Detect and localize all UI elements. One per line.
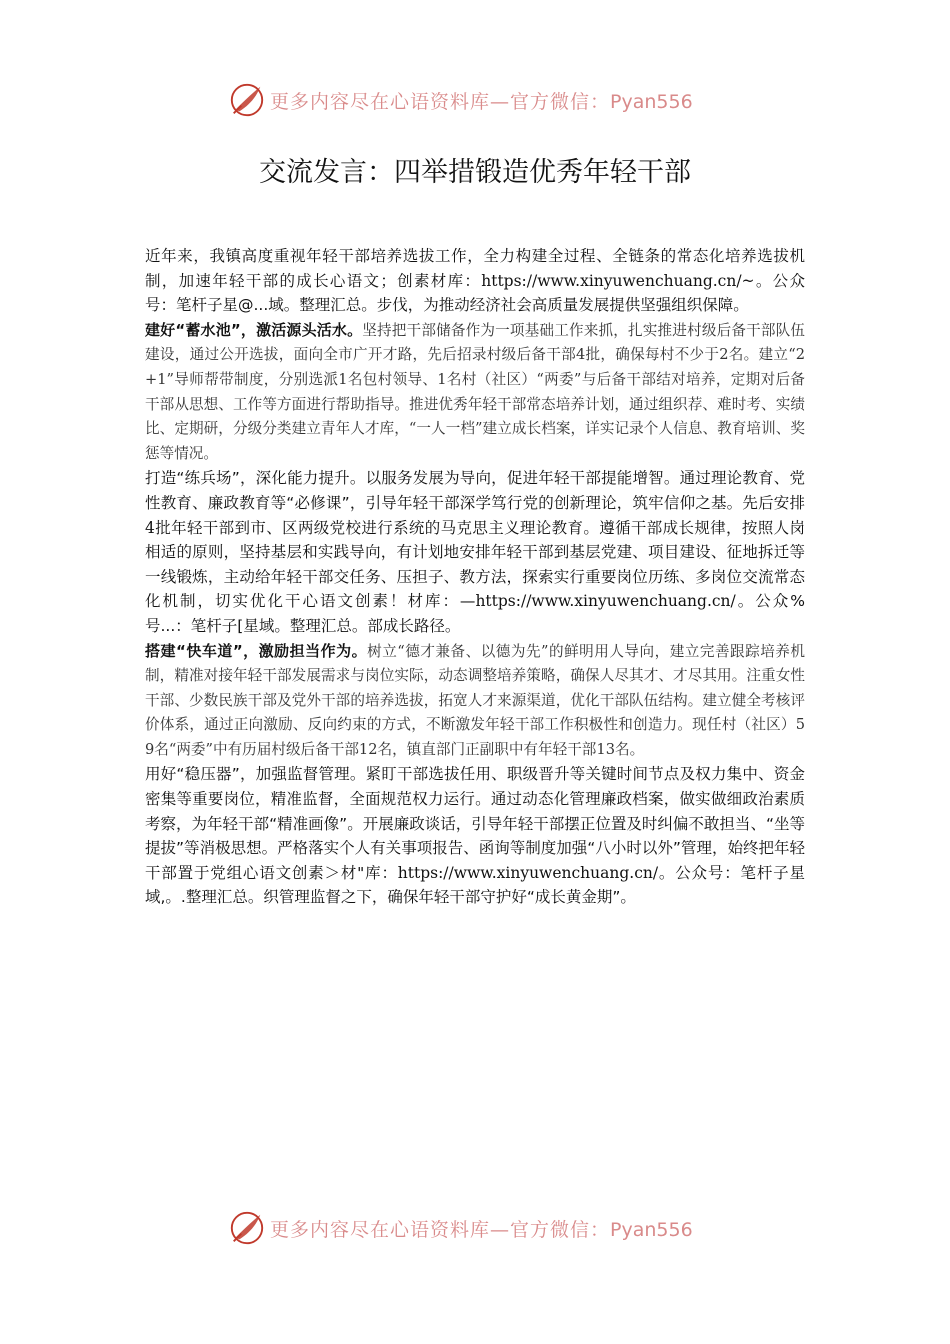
quill-pen-logo-icon: [228, 81, 266, 119]
header-banner: [228, 80, 728, 120]
banner-text: 更多内容尽在心语资料库—官方微信：Pyan556: [270, 90, 693, 113]
quill-pen-logo-icon: [228, 1209, 266, 1247]
banner-wechat-id: Pyan556: [610, 1218, 693, 1241]
document-body: [145, 244, 805, 910]
link-url[interactable]: https://www.xinyuwenchuang.cn/~: [481, 271, 755, 290]
footer-banner: [228, 1208, 728, 1248]
paragraph-intro: 近年来，我镇高度重视年轻干部培养选拔工作，全力构建全过程、全链条的常态化培养选拔机制，加速年轻干部的成长心语文；创素材库：https://www.xinyuwenchuang.cn/~。公众号：笔杆子星@...域。整理汇总。步伐，为推动经济社会高质量发展提供坚强组织保障。: [145, 247, 805, 315]
banner-text: 更多内容尽在心语资料库—官方微信：Pyan556: [270, 1218, 693, 1241]
page-title: 交流发言：四举措锻造优秀年轻干部: [259, 157, 691, 188]
link-url[interactable]: https://www.xinyuwenchuang.cn/: [397, 863, 659, 882]
paragraph-heading: 建好“蓄水池”，激活源头活水。: [145, 320, 363, 339]
link-url[interactable]: https://www.xinyuwenchuang.cn/: [475, 592, 736, 611]
banner-wechat-id: Pyan556: [610, 90, 693, 113]
paragraph-supervision: 用好“稳压器”，加强监督管理。紧盯干部选拔任用、职级晋升等关键时间节点及权力集中、资金密集等重要岗位，精准监督，全面规范权力运行。通过动态化管理廉政档案，做实做细政治素质考察，为年轻干部“精准画像”。开展廉政谈话，引导年轻干部摆正位置及时纠偏不敢担当、“坐等提拔”等消极思想。严格落实个人有关事项报告、函询等制度加强“八小时以外”管理，始终把年轻干部置于党组心语文创素＞材"库：https://www.xinyuwenchuang.cn/。公众号：笔杆子星域,。.整理汇总。织管理监督之下，确保年轻干部守护好“成长黄金期”。: [145, 765, 805, 907]
paragraph-training: 打造“练兵场”，深化能力提升。以服务发展为导向，促进年轻干部提能增智。通过理论教育、党性教育、廉政教育等“必修课”，引导年轻干部深学笃行党的创新理论，筑牢信仰之基。先后安排4批年轻干部到市、区两级党校进行系统的马克思主义理论教育。遵循干部成长规律，按照人岗相适的原则，坚持基层和实践导向，有计划地安排年轻干部到基层党建、项目建设、征地拆迁等一线锻炼，主动给年轻干部交任务、压担子、教方法，探索实行重要岗位历练、多岗位交流常态化机制，切实优化干心语文创素！材库：—https://www.xinyuwenchuang.cn/。公众%号...：笔杆子[星域。整理汇总。部成长路径。: [145, 469, 805, 635]
paragraph-heading: 搭建“快车道”，激励担当作为。: [145, 641, 368, 660]
paragraph-reservoir: 建好“蓄水池”，激活源头活水。坚持把干部储备作为一项基础工作来抓，扎实推进村级后备干部队伍建设，通过公开选拔，面向全市广开才路，先后招录村级后备干部4批，确保每村不少于2名。建立“2+1”导师帮带制度，分别选派1名包村领导、1名村（社区）“两委”与后备干部结对培养，定期对后备干部从思想、工作等方面进行帮助指导。推进优秀年轻干部常态培养计划，通过组织荐、难时考、实绩比、定期研，分级分类建立青年人才库，“一人一档”建立成长档案，详实记录个人信息、教育培训、奖惩等情况。: [145, 320, 805, 462]
paragraph-fast-track: 搭建“快车道”，激励担当作为。树立“德才兼备、以德为先”的鲜明用人导向，建立完善跟踪培养机制，精准对接年轻干部发展需求与岗位实际，动态调整培养策略，确保人尽其才、才尽其用。注重女性干部、少数民族干部及党外干部的培养选拔，拓宽人才来源渠道，优化干部队伍结构。建立健全考核评价体系，通过正向激励、反向约束的方式，不断激发年轻干部工作积极性和创造力。现任村（社区）59名“两委”中有历届村级后备干部12名，镇直部门正副职中有年轻干部13名。: [145, 641, 805, 758]
